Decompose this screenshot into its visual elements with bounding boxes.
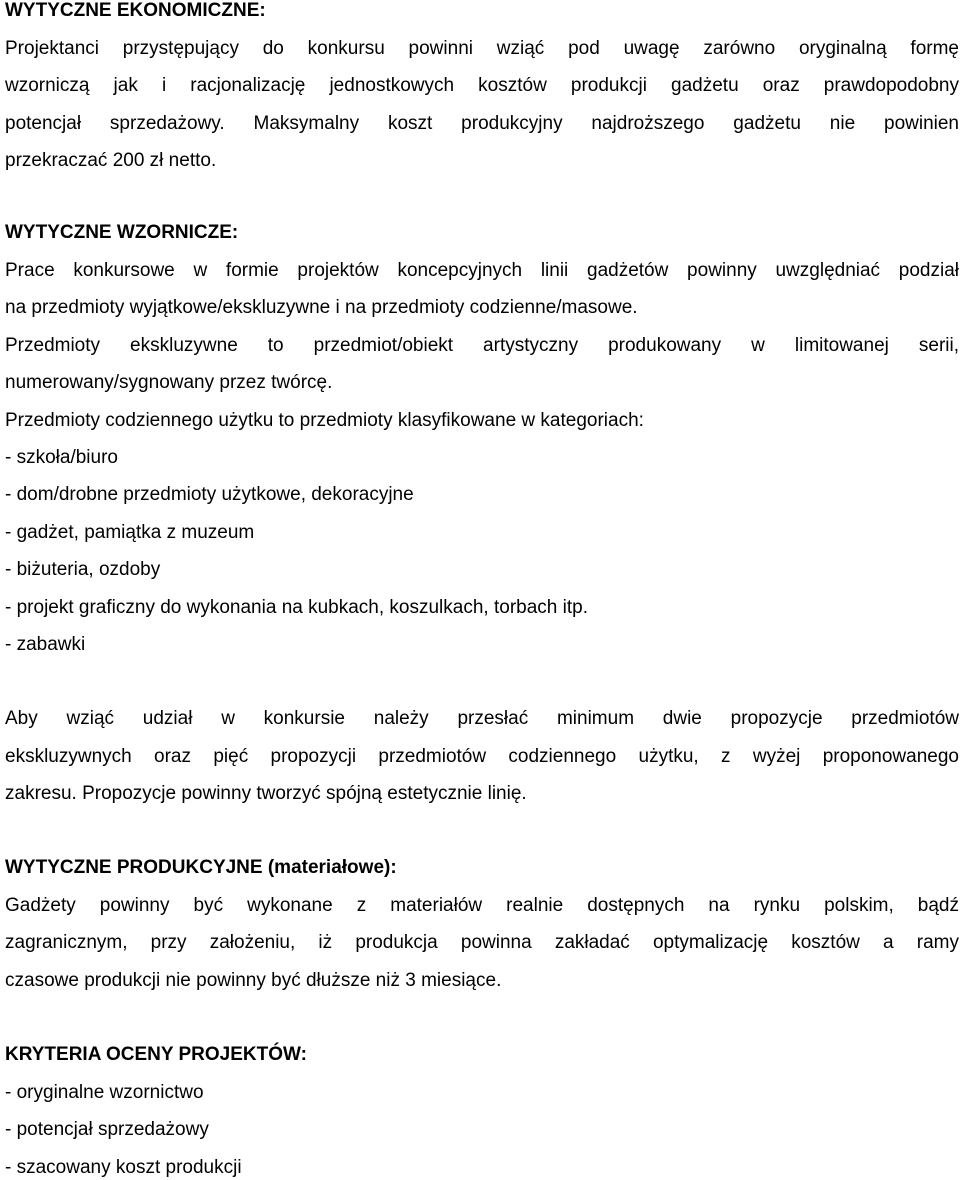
production-line-2: zagranicznym, przy założeniu, iż produkcja powinna zakładać optymalizację kosztów a ramy [5,932,959,953]
economic-line-4: przekraczać 200 zł netto. [5,150,217,171]
criteria-item-sales: - potencjał sprzedażowy [5,1119,209,1140]
economic-line-3: potencjał sprzedażowy. Maksymalny koszt produkcyjny najdroższego gadżetu nie powinien [5,113,959,134]
design-line-1: Prace konkursowe w formie projektów koncepcyjnych linii gadżetów powinny uwzględniać podział [5,260,959,281]
production-line-3: czasowe produkcji nie powinny być dłuższe niż 3 miesiące. [5,970,502,991]
economic-line-2: wzorniczą jak i racjonalizację jednostkowych kosztów produkcji gadżetu oraz prawdopodobny [5,75,959,96]
design-line-3: Przedmioty ekskluzywne to przedmiot/obiekt artystyczny produkowany w limitowanej serii, [5,335,959,356]
section-heading-economic: WYTYCZNE EKONOMICZNE: [5,0,266,21]
production-line-1: Gadżety powinny być wykonane z materiałów realnie dostępnych na rynku polskim, bądź [5,895,959,916]
category-item-jewelry: - biżuteria, ozdoby [5,559,161,580]
category-item-toys: - zabawki [5,634,86,655]
design-line-5: Przedmioty codziennego użytku to przedmioty klasyfikowane w kategoriach: [5,410,644,431]
participation-line-1: Aby wziąć udział w konkursie należy przesłać minimum dwie propozycje przedmiotów [5,708,959,729]
economic-line-1: Projektanci przystępujący do konkursu powinni wziąć pod uwagę zarówno oryginalną formę [5,38,959,59]
category-item-home: - dom/drobne przedmioty użytkowe, dekoracyjne [5,484,414,505]
category-item-gadget: - gadżet, pamiątka z muzeum [5,522,255,543]
participation-line-3: zakresu. Propozycje powinny tworzyć spójną estetycznie linię. [5,783,527,804]
section-heading-production: WYTYCZNE PRODUKCYJNE (materiałowe): [5,857,397,878]
category-item-graphic: - projekt graficzny do wykonania na kubkach, koszulkach, torbach itp. [5,597,588,618]
category-item-school: - szkoła/biuro [5,447,118,468]
design-line-2: na przedmioty wyjątkowe/ekskluzywne i na przedmioty codzienne/masowe. [5,297,638,318]
design-line-4: numerowany/sygnowany przez twórcę. [5,372,333,393]
section-heading-criteria: KRYTERIA OCENY PROJEKTÓW: [5,1044,307,1065]
participation-line-2: ekskluzywnych oraz pięć propozycji przedmiotów codziennego użytku, z wyżej proponowanego [5,746,959,767]
criteria-item-design: - oryginalne wzornictwo [5,1082,204,1103]
criteria-item-cost: - szacowany koszt produkcji [5,1157,242,1178]
section-heading-design: WYTYCZNE WZORNICZE: [5,222,239,243]
